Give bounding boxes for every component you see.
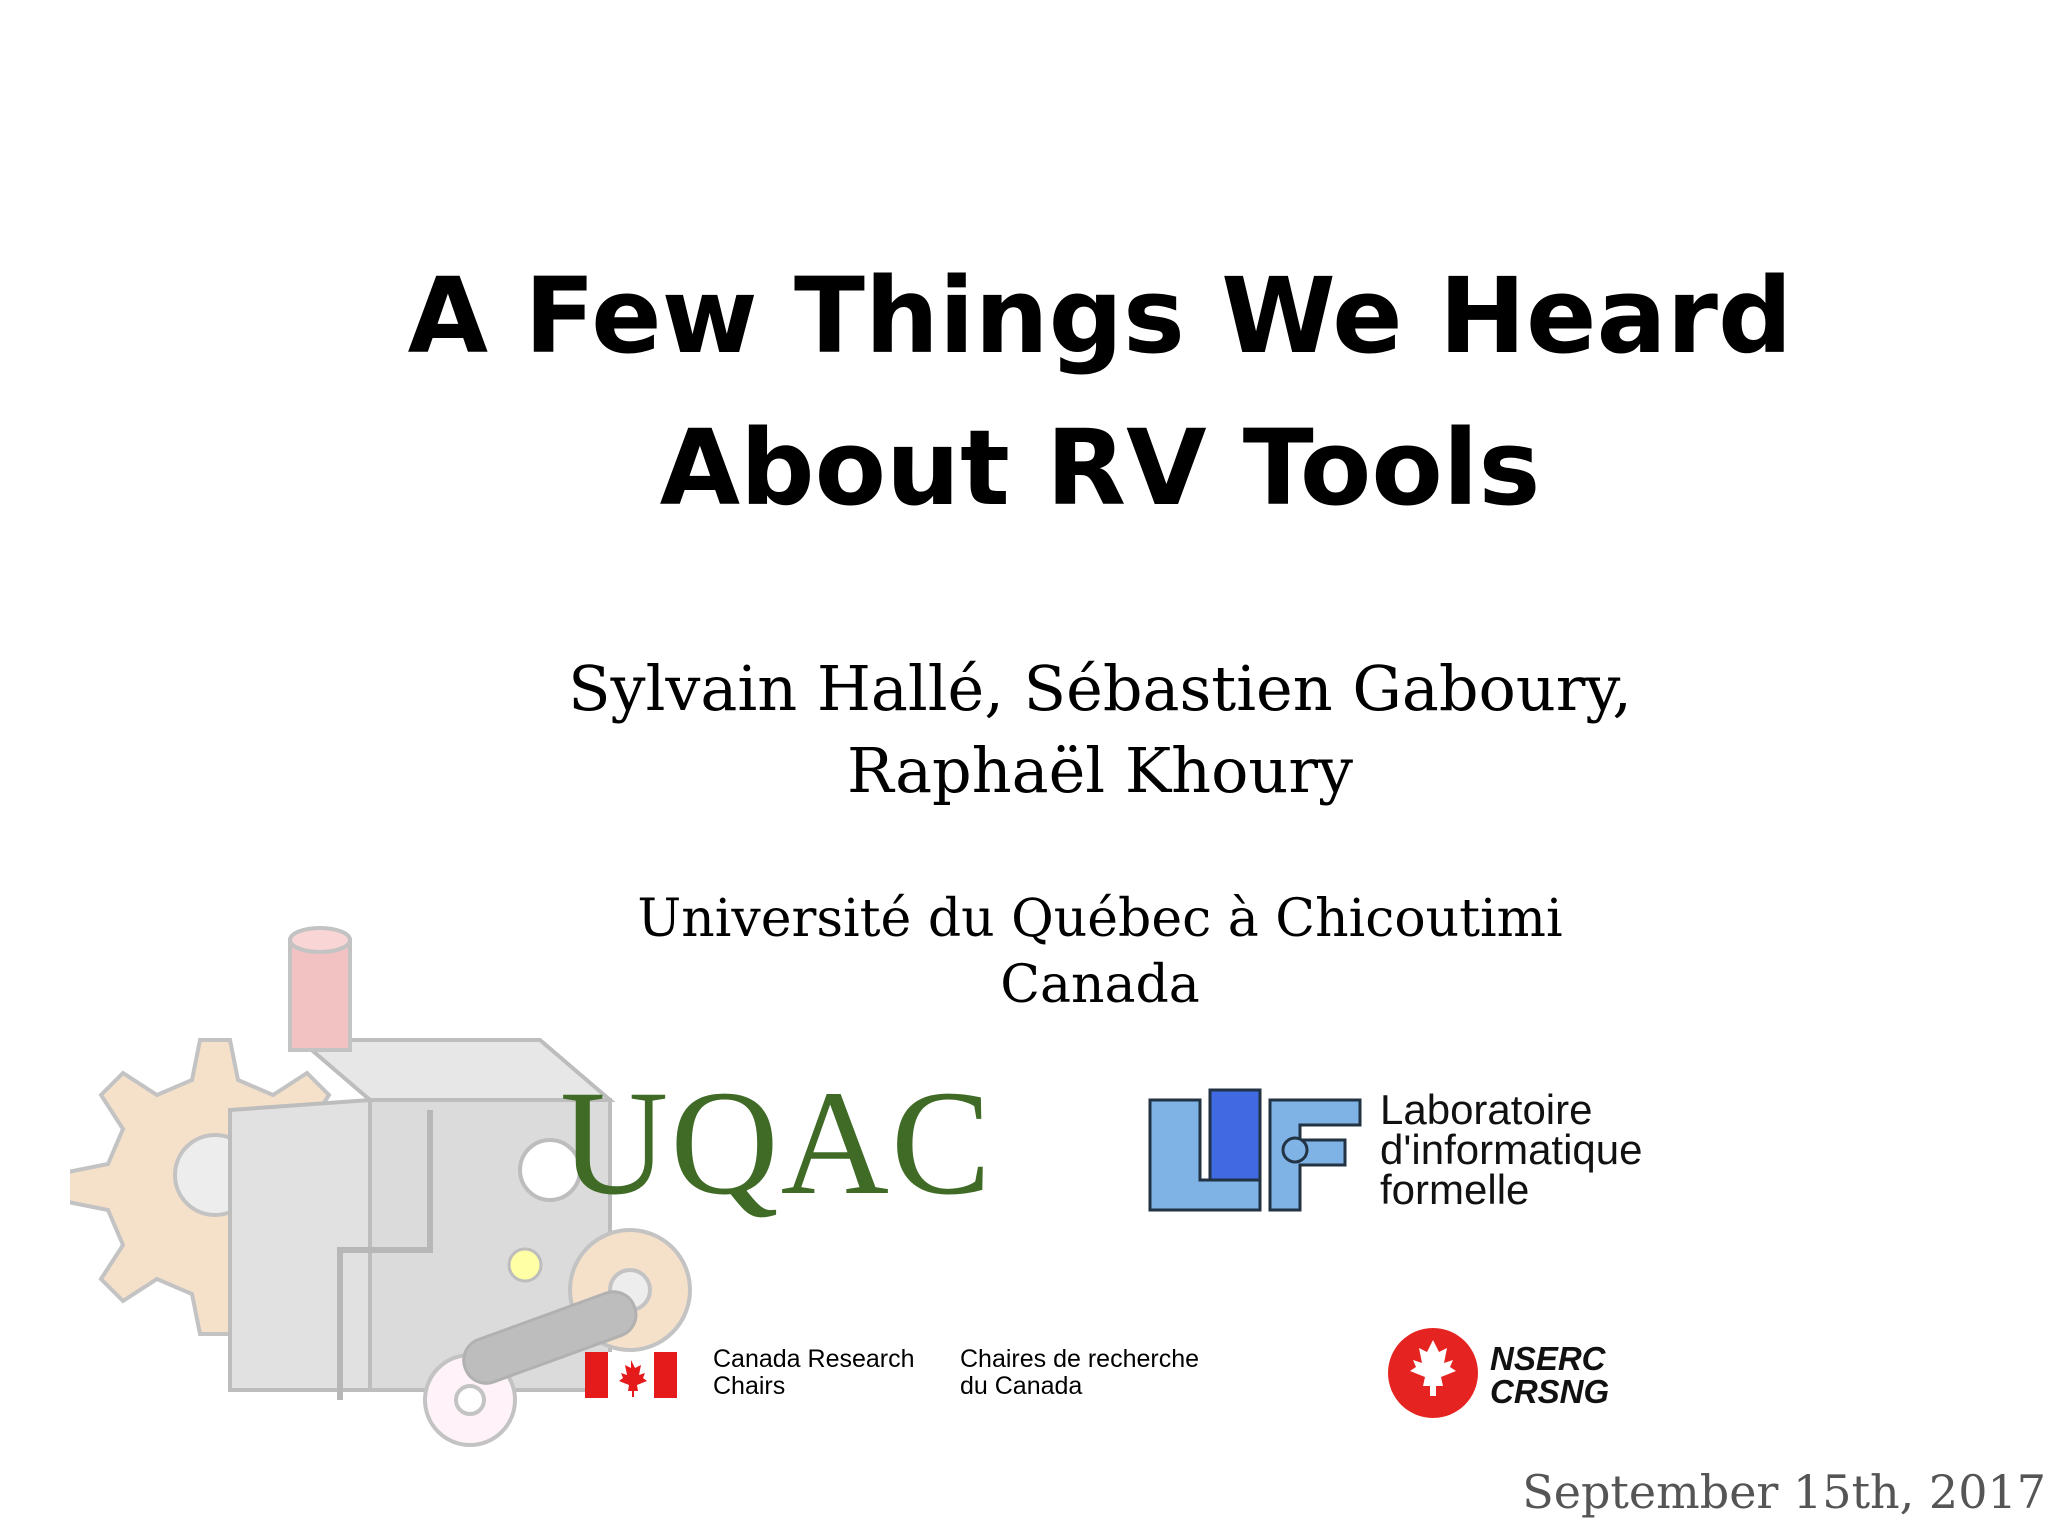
nserc-maple-leaf-icon	[1386, 1326, 1480, 1420]
crc-french-text	[960, 1346, 1199, 1400]
nserc-line-1: NSERC	[1490, 1340, 1606, 1377]
authors-line-1: Sylvain Hallé, Sébastien Gaboury,	[568, 652, 1632, 725]
title-line-1: A Few Things We Heard	[407, 255, 1793, 377]
crc-fr-line-1: Chaires de recherche	[960, 1345, 1200, 1373]
crc-en-line-2: Chairs	[713, 1372, 786, 1400]
lif-line-1: Laboratoire	[1380, 1086, 1593, 1133]
canada-flag-icon	[585, 1352, 677, 1398]
nserc-text	[1490, 1342, 1609, 1408]
authors	[0, 648, 2048, 812]
indicator-light-icon	[509, 1249, 541, 1281]
affiliation	[0, 886, 2048, 1018]
lif-line-2: d'informatique	[1380, 1126, 1643, 1173]
uqac-logo: UQAC	[560, 1060, 994, 1226]
affiliation-line-1: Université du Québec à Chicoutimi	[637, 889, 1563, 949]
slide-title	[0, 240, 2048, 544]
lif-line-3: formelle	[1380, 1166, 1530, 1213]
crc-fr-line-2: du Canada	[960, 1372, 1083, 1400]
title-line-2: About RV Tools	[659, 407, 1541, 529]
crc-en-line-1: Canada Research	[713, 1345, 915, 1373]
affiliation-line-2: Canada	[1000, 955, 1200, 1015]
slide-date: September 15th, 2017	[1522, 1465, 2046, 1519]
authors-line-2: Raphaël Khoury	[846, 734, 1354, 807]
nserc-line-2: CRSNG	[1490, 1373, 1610, 1410]
lif-logo-text	[1380, 1086, 1643, 1213]
lif-puzzle-logo-icon	[1140, 1080, 1370, 1215]
crc-english-text	[713, 1346, 915, 1400]
